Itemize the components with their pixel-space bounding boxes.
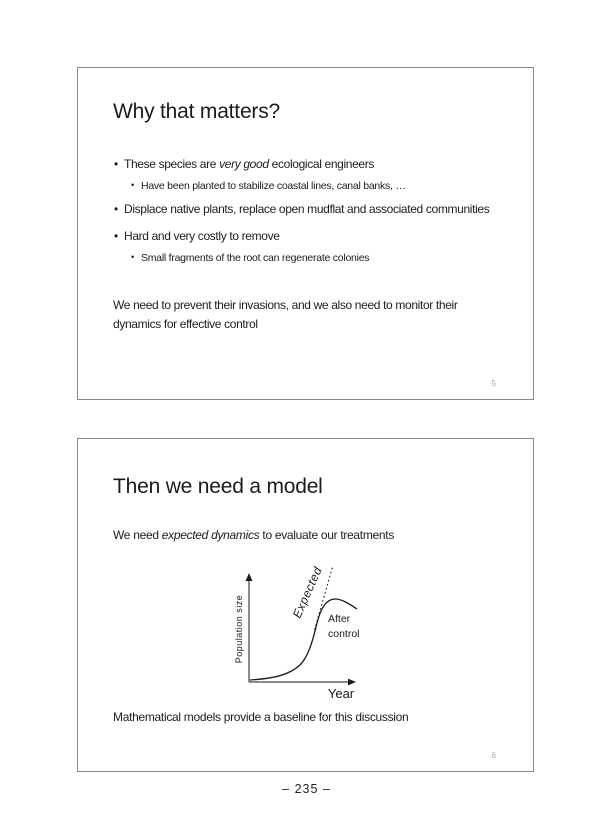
bullet-icon: • <box>114 157 118 171</box>
bullet-text: Displace native plants, replace open mudflat and associated communities <box>124 202 490 216</box>
population-model-chart <box>229 566 399 701</box>
x-axis-label: Year <box>327 686 355 701</box>
slide-6-footer-text: Mathematical models provide a baseline for this discussion <box>113 710 409 724</box>
slide-5-summary-paragraph: We need to prevent their invasions, and we also need to monitor their dynamics for effective control <box>113 298 458 331</box>
intro-pre: We need <box>113 528 162 542</box>
sub-bullet-text: Have been planted to stabilize coastal lines, canal banks, … <box>141 180 406 192</box>
bullet-icon: • <box>131 252 135 263</box>
bullet-icon: • <box>114 229 118 243</box>
sub-bullet-text: Small fragments of the root can regenerate colonies <box>141 252 370 264</box>
y-axis-label: Population size <box>234 594 244 664</box>
bullet-icon: • <box>131 180 135 191</box>
bullet-icon: • <box>114 202 118 216</box>
bullet-item <box>113 201 491 218</box>
bullet-item <box>113 228 491 245</box>
expected-annotation: Expected <box>289 564 325 621</box>
slide-6-title: Then we need a model <box>113 475 323 498</box>
intro-post: to evaluate our treatments <box>259 528 395 542</box>
y-axis-arrow-icon <box>246 573 253 581</box>
bullet-text: Hard and very costly to remove <box>124 229 280 243</box>
slide-number: 6 <box>491 751 496 760</box>
bullet-item <box>113 156 491 173</box>
slide-6-intro <box>113 528 394 542</box>
after-control-annotation-line1: After <box>328 613 351 625</box>
slide-5 <box>77 67 534 400</box>
page-number: – 235 – <box>282 782 331 796</box>
x-axis-arrow-icon <box>348 679 356 686</box>
bullet-text <box>124 157 374 171</box>
sub-bullet-item <box>113 251 491 265</box>
sub-bullet-item <box>113 179 491 193</box>
after-control-annotation-line2: control <box>328 628 360 640</box>
slide-6 <box>77 438 534 772</box>
slide-5-content <box>113 156 491 345</box>
emphasis-text: expected dynamics <box>161 528 260 542</box>
slide-5-title: Why that matters? <box>113 100 280 123</box>
slide-number: 5 <box>491 379 496 388</box>
bullet-text-post: ecological engineers <box>268 157 375 171</box>
emphasis-text: very good <box>219 157 269 171</box>
bullet-text-pre: These species are <box>124 157 220 171</box>
